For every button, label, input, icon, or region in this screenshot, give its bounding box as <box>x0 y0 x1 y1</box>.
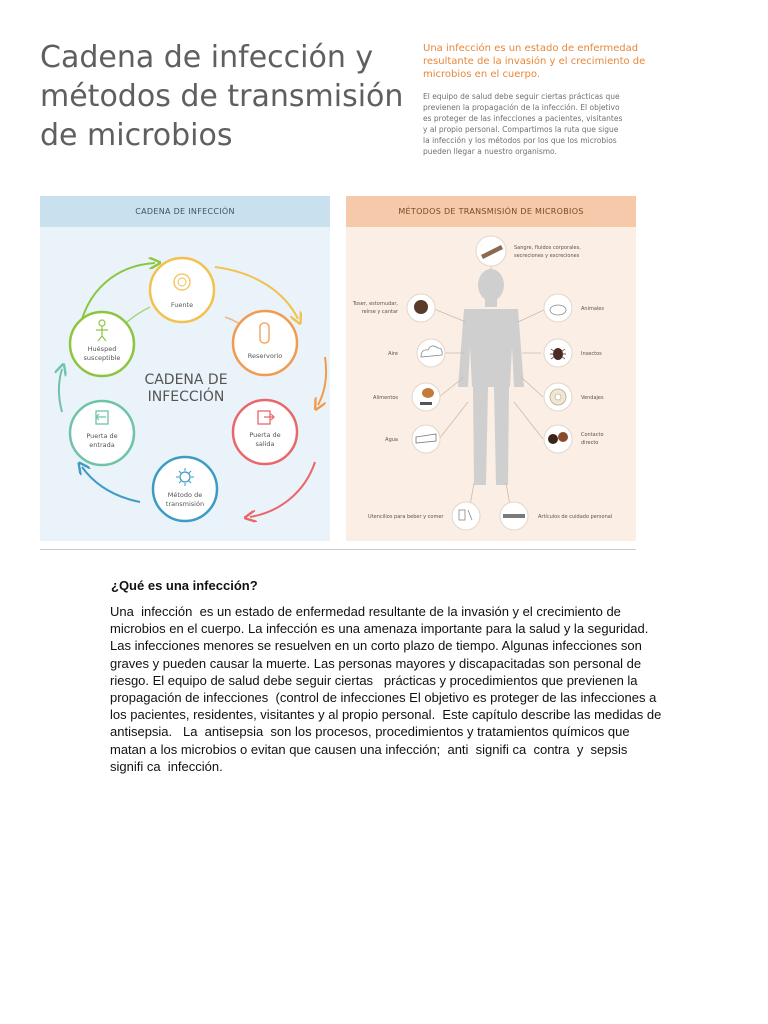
chain-node-reservorio <box>233 311 297 375</box>
chain-label-metodo-1: Método de <box>167 491 203 499</box>
intro-body-line: previenen la propagación de la infección. El objetivo <box>423 103 620 112</box>
intro-body-line: es proteger de las infecciones a pacientes, visitantes <box>423 114 623 123</box>
intro-lead <box>423 42 646 81</box>
paragraph-line: Las infecciones menores se resuelven en un corto plazo de tiempo. Algunas infecciones son <box>110 638 642 654</box>
intro-body-line: pueden llegar a nuestro organismo. <box>423 147 557 156</box>
title-line: métodos de transmisión <box>40 79 404 114</box>
direct-contact-item <box>544 425 604 453</box>
utensils-item <box>368 502 480 530</box>
chain-label-reservorio: Reservorio <box>247 352 283 360</box>
chain-label-entrada-2: entrada <box>89 441 115 449</box>
arc-entrada-huesped <box>59 369 62 412</box>
intro-lead-line: resultante de la invasión y el crecimiento de <box>423 56 646 67</box>
sangre-line-2: secreciones y excreciones <box>514 253 580 259</box>
paragraph-line: riesgo. El equipo de salud debe seguir ciertas prácticas y procedimientos que previenen la <box>110 672 638 688</box>
paragraph-line: antisepsia. La antisepsia son los procesos, procedimientos y tratamientos químicos que <box>110 724 630 740</box>
transmission-panel-header: MÉTODOS DE TRANSMISIÓN DE MICROBIOS <box>346 196 636 227</box>
bandages-item <box>544 383 604 411</box>
chain-center-line-2: INFECCIÓN <box>147 389 225 405</box>
intro-body <box>423 91 643 157</box>
paragraph-line: matan a los microbios o evitan que causen una infección; anti signifi ca contra y sepsis <box>110 741 628 757</box>
chain-label-entrada-1: Puerta de <box>86 432 118 440</box>
toser-line-2: reírse y cantar <box>361 309 398 315</box>
air-item <box>388 339 445 367</box>
intro-body-line: la infección y los métodos por los que los microbios <box>423 136 617 145</box>
chain-label-salida-2: salida <box>255 440 275 448</box>
body-paragraph <box>110 603 670 775</box>
contacto-line-2: directo <box>581 440 599 446</box>
sangre-line-1: Sangre, fluidos corporales, <box>514 245 581 251</box>
transmission-panel <box>346 196 636 541</box>
chain-panel <box>40 196 330 541</box>
chain-node-huesped <box>70 312 134 376</box>
animales-label: Animales <box>581 306 604 312</box>
drumstick-icon <box>422 388 434 398</box>
chain-label-salida-1: Puerta de <box>249 431 281 439</box>
personal-care-item <box>500 502 612 530</box>
alimentos-label: Alimentos <box>373 395 398 401</box>
water-item <box>385 425 440 453</box>
chain-label-huesped-2: susceptible <box>83 354 121 362</box>
agua-label: Agua <box>385 437 398 443</box>
coughing-person-icon <box>414 300 428 314</box>
food-item <box>373 383 440 411</box>
arc-salida-metodo <box>250 462 315 517</box>
chain-label-metodo-2: transmisión <box>165 500 205 508</box>
paragraph-line: microbios en el cuerpo. La infección es una amenaza importante para la salud y la seguridad. <box>110 621 649 637</box>
paragraph-line: propagación de infecciones (control de infecciones El objetivo es proteger de las infecciones a <box>110 690 657 706</box>
animals-item <box>544 294 604 322</box>
chain-node-fuente <box>150 258 214 322</box>
chain-diagram <box>40 227 330 541</box>
question-heading: ¿Qué es una infección? <box>111 578 258 593</box>
insectos-label: Insectos <box>581 351 602 357</box>
insects-item <box>544 339 602 367</box>
paragraph-line: graves y pueden causar la muerte. Las personas mayores y discapacitadas son personal de <box>110 655 642 671</box>
utensilios-label: Utencilios para beber y comer <box>368 514 444 520</box>
intro-body-line: El equipo de salud debe seguir ciertas prácticas que <box>423 92 620 101</box>
aire-label: Aire <box>388 351 398 357</box>
arc-reservorio-salida <box>318 357 326 405</box>
section-divider <box>40 549 636 550</box>
transmission-diagram <box>346 227 636 541</box>
title-line: de microbios <box>40 118 233 153</box>
arc-metodo-entrada <box>82 467 140 502</box>
intro-body-line: y al propio personal. Compartimos la ruta que sigue <box>423 125 619 134</box>
page-title <box>40 38 410 155</box>
paragraph-line: Una infección es un estado de enfermedad resultante de la invasión y el crecimiento de <box>110 604 621 619</box>
intro-lead-line: Una infección es un estado de enfermedad <box>423 43 639 54</box>
chain-node-entrada <box>70 401 134 465</box>
comb-icon <box>503 514 525 518</box>
chain-label-fuente: Fuente <box>170 301 194 309</box>
intro-lead-line: microbios en el cuerpo. <box>423 69 541 80</box>
contacto-line-1: Contacto <box>581 432 604 438</box>
cough-item <box>352 294 435 322</box>
chain-panel-header: CADENA DE INFECCIÓN <box>40 196 330 227</box>
vendajes-label: Vendajes <box>581 395 604 401</box>
paragraph-line: los pacientes, residentes, visitantes y al propio personal. Este capítulo describe las medidas de <box>110 707 662 723</box>
kissing-people-icon <box>548 434 558 444</box>
blood-fluids-item <box>476 236 581 266</box>
title-line: Cadena de infección y <box>40 40 374 75</box>
intro-block <box>423 42 646 157</box>
chain-node-metodo <box>153 457 217 521</box>
toser-line-1: Toser, estornudar, <box>352 301 398 307</box>
human-body-icon <box>458 269 524 485</box>
chain-node-salida <box>233 400 297 464</box>
chain-label-huesped-1: Huésped <box>87 345 117 353</box>
paragraph-line: signifi ca infección. <box>110 758 223 774</box>
articulos-label: Artículos de cuidado personal <box>538 514 613 520</box>
chain-center-line-1: CADENA DE <box>144 372 228 388</box>
